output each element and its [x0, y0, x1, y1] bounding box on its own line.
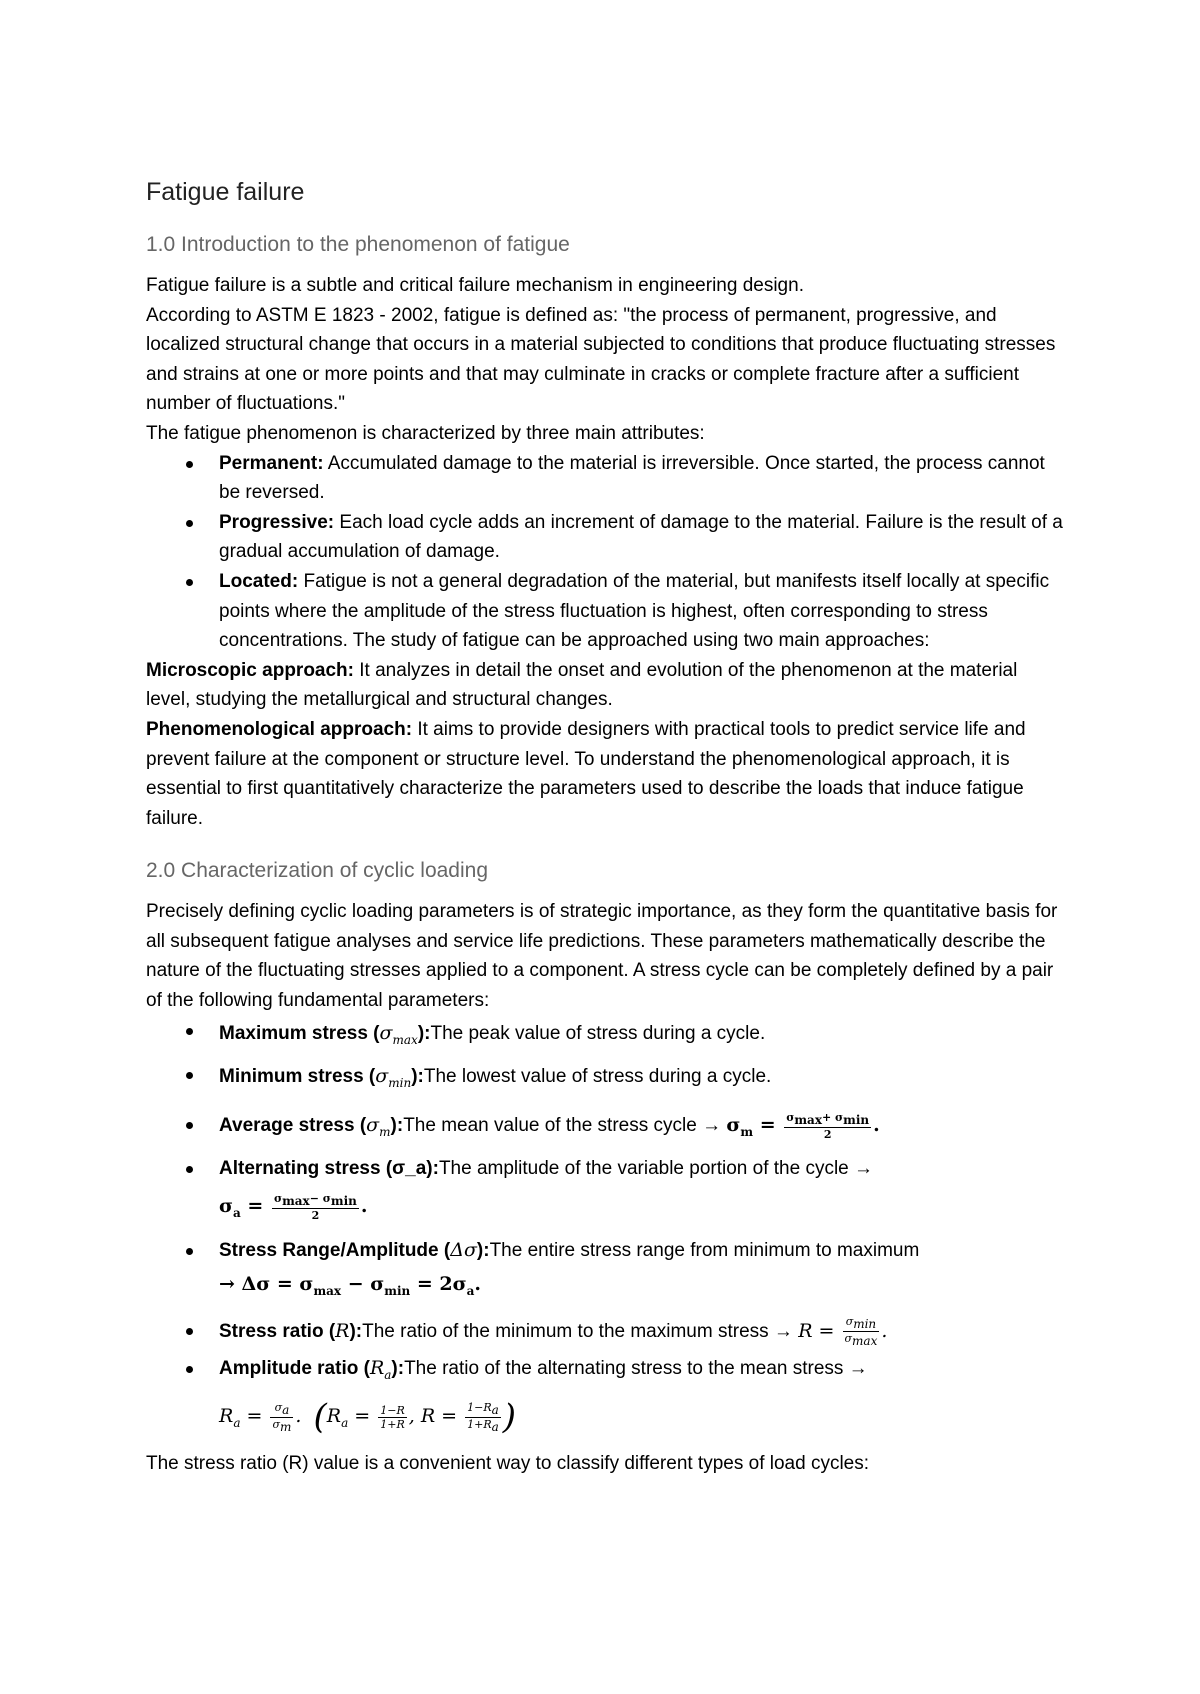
paragraph: According to ASTM E 1823 - 2002, fatigue is defined as: "the process of permanent, progressive, and localized structural change that occurs in a material subjected to conditions that produce fluctuating stresses and strains at one or more points and that may culminate in cracks or complete fracture after a sufficient number of fluctuations." [146, 304, 1056, 415]
bullet-icon [186, 1248, 193, 1255]
list-item [146, 1354, 1066, 1449]
description: The entire stress range from minimum to maximum [489, 1240, 920, 1262]
term: Average stress ( [219, 1115, 367, 1137]
formula: $\sigma_m$ = $\frac{\sigma_{max}+ \sigma_{min}}{2}$ . [726, 1111, 880, 1142]
bullet-icon [186, 520, 193, 527]
list-item [146, 1309, 1066, 1354]
description: It analyzes in detail the onset and evolution of the phenomenon at the material level, studying the metallurgical and structural changes. [146, 659, 1018, 711]
description: Accumulated damage to the material is irreversible. Once started, the process cannot be reversed. [219, 452, 1045, 504]
paragraph: The fatigue phenomenon is characterized by three main attributes: [146, 422, 705, 444]
formula: $R_a$ = $\frac{\sigma_a}{\sigma_m}$ . ($R_a$ = $\frac{1-R}{1+R}$ , R = $\frac{1-R_a}{1+R_a}$ ) [219, 1397, 517, 1438]
paragraph [146, 715, 1066, 833]
math-symbol: σ [366, 1114, 380, 1137]
description: Each load cycle adds an increment of damage to the material. Failure is the result of a gradual accumulation of damage. [219, 511, 1063, 563]
term: Permanent: [219, 452, 324, 474]
description: The amplitude of the variable portion of the cycle → [438, 1158, 874, 1180]
bullet-icon [186, 1166, 193, 1173]
term: ): [391, 1357, 405, 1379]
section-1-heading: 1.0 Introduction to the phenomenon of fatigue [146, 233, 570, 256]
math-symbol: R [335, 1319, 350, 1342]
term: Located: [219, 570, 299, 592]
term: ): [417, 1022, 431, 1044]
paragraph: Fatigue failure is a subtle and critical failure mechanism in engineering design. [146, 275, 804, 296]
math-symbol: Δσ [450, 1239, 477, 1262]
page-title: Fatigue failure [146, 178, 305, 206]
description: The peak value of stress during a cycle. [430, 1022, 766, 1044]
bullet-icon [186, 1366, 193, 1373]
list-item [146, 1236, 1066, 1308]
description: Fatigue is not a general degradation of the material, but manifests itself locally at specific points where the amplitude of the stress fluctuation is highest, often corresponding to stress concentrations. The study of fatigue can be approached using two main approaches: [219, 570, 1050, 652]
document-page [146, 170, 1066, 1479]
term: ): [349, 1320, 363, 1342]
bullet-icon [186, 461, 193, 468]
paragraph [146, 656, 1066, 715]
list-item [146, 1103, 1066, 1154]
paragraph: Precisely defining cyclic loading parameters is of strategic importance, as they form the quantitative basis for all subsequent fatigue analyses and service life predictions. These parameters mathematically describe the nature of the fluctuating stresses applied to a component. A stress cycle can be completely defined by a pair of the following fundamental parameters: [146, 901, 1058, 1012]
description: It aims to provide designers with practical tools to predict service life and prevent failure at the component or structure level. To understand the phenomenological approach, it is essential to first quantitatively characterize the parameters used to describe the loads that induce fatigue failure. [146, 718, 1026, 829]
description: The mean value of the stress cycle → [403, 1115, 722, 1137]
subscript: m [379, 1125, 391, 1140]
subscript: min [388, 1076, 412, 1091]
math-symbol: R [369, 1356, 385, 1379]
list-item [146, 508, 1066, 567]
term: Progressive: [219, 511, 335, 533]
term: Stress Range/Amplitude ( [219, 1240, 451, 1262]
term: ): [390, 1115, 404, 1137]
bullet-icon [186, 1328, 193, 1335]
list-item [146, 1016, 1066, 1057]
formula: → $\Delta\sigma = \sigma_{max} - \sigma_{min} = 2\sigma_a$. [219, 1273, 482, 1298]
term: ): [476, 1240, 490, 1262]
section-2-heading: 2.0 Characterization of cyclic loading [146, 859, 489, 883]
subscript: max [392, 1032, 418, 1047]
attributes-list [146, 449, 1066, 656]
bullet-icon [186, 1028, 193, 1035]
list-item [146, 1056, 1066, 1103]
term: ): [411, 1066, 424, 1088]
formula: R = $\frac{\sigma_{min}}{\sigma_{max}}$ . [798, 1315, 888, 1349]
paragraph: The stress ratio (R) value is a convenient way to classify different types of load cycles: [146, 1453, 870, 1475]
math-symbol: σ [379, 1021, 393, 1044]
math-symbol: σ [375, 1065, 389, 1088]
term: Stress ratio ( [219, 1320, 336, 1342]
list-item [146, 1154, 1066, 1234]
subscript: a [384, 1367, 392, 1382]
parameters-list [146, 1016, 1066, 1449]
bullet-icon [186, 1072, 193, 1079]
list-item [146, 449, 1066, 508]
description: The lowest value of stress during a cycle. [423, 1066, 772, 1088]
bullet-icon [186, 579, 193, 586]
term: Maximum stress ( [219, 1022, 380, 1044]
term: Minimum stress ( [219, 1066, 376, 1088]
term: Alternating stress (σ_a): [219, 1158, 439, 1180]
list-item [146, 567, 1066, 656]
term: Amplitude ratio ( [219, 1357, 370, 1379]
term: Microscopic approach: [146, 659, 354, 681]
description: The ratio of the alternating stress to the mean stress → [404, 1357, 868, 1379]
formula: $\sigma_a$ = $\frac{\sigma_{max}- \sigma_{min}}{2}$ . [219, 1191, 368, 1222]
term: Phenomenological approach: [146, 718, 413, 740]
bullet-icon [186, 1122, 193, 1129]
description: The ratio of the minimum to the maximum stress → [362, 1320, 793, 1342]
